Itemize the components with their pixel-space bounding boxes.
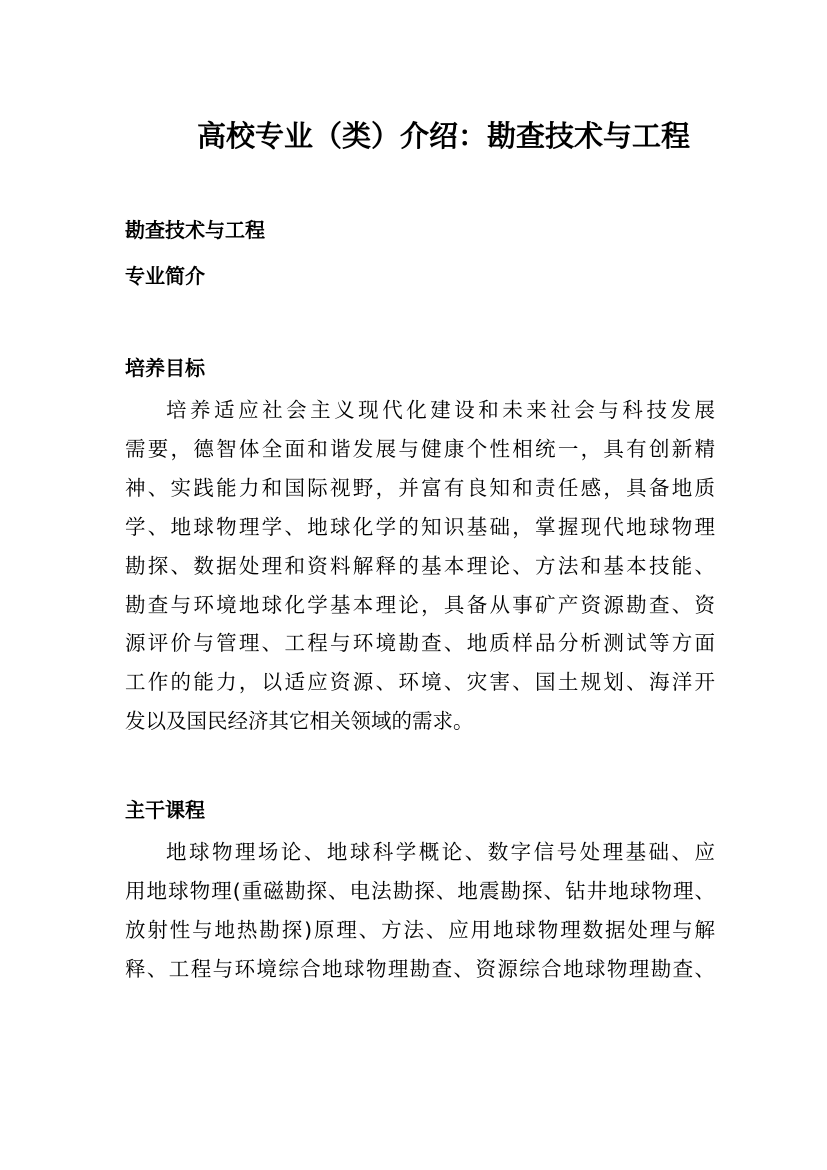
paragraph-line: 勘探、数据处理和资料解释的基本理论、方法和基本技能、 bbox=[125, 553, 715, 578]
section-paragraph bbox=[125, 833, 715, 989]
section-paragraph bbox=[125, 391, 715, 741]
section-heading: 主干课程 bbox=[125, 798, 205, 823]
spacer bbox=[125, 741, 715, 787]
section-main-courses bbox=[125, 787, 715, 989]
paragraph-line: 发以及国民经济其它相关领域的需求。 bbox=[125, 709, 474, 734]
section-heading: 培养目标 bbox=[125, 356, 205, 380]
paragraph-line: 用地球物理(重磁勘探、电法勘探、地震勘探、钻井地球物理、 bbox=[125, 879, 715, 904]
paragraph-line: 勘查与环境地球化学基本理论，具备从事矿产资源勘查、资 bbox=[125, 592, 715, 617]
paragraph-line: 培养适应社会主义现代化建设和未来社会与科技发展 bbox=[166, 398, 715, 422]
section-training-goals bbox=[125, 345, 715, 741]
paragraph-line: 神、实践能力和国际视野，并富有良知和责任感，具备地质 bbox=[125, 475, 715, 500]
paragraph-line: 地球物理场论、地球科学概论、数字信号处理基础、应 bbox=[166, 840, 715, 865]
intro-heading: 专业简介 bbox=[125, 264, 205, 288]
paragraph-line: 需要，德智体全面和谐发展与健康个性相统一，具有创新精 bbox=[125, 436, 715, 461]
spacer bbox=[125, 299, 715, 345]
document-body bbox=[125, 207, 715, 989]
major-name-heading: 勘查技术与工程 bbox=[125, 218, 265, 242]
document-title: 高校专业（类）介绍：勘查技术与工程 bbox=[196, 119, 690, 153]
paragraph-line: 工作的能力，以适应资源、环境、灾害、国土规划、海洋开 bbox=[125, 670, 715, 695]
paragraph-line: 学、地球物理学、地球化学的知识基础，掌握现代地球物理 bbox=[125, 514, 715, 539]
paragraph-line: 源评价与管理、工程与环境勘查、地质样品分析测试等方面 bbox=[125, 631, 715, 656]
paragraph-line: 放射性与地热勘探)原理、方法、应用地球物理数据处理与解 bbox=[125, 917, 715, 942]
paragraph-line: 释、工程与环境综合地球物理勘查、资源综合地球物理勘查、 bbox=[125, 956, 715, 981]
